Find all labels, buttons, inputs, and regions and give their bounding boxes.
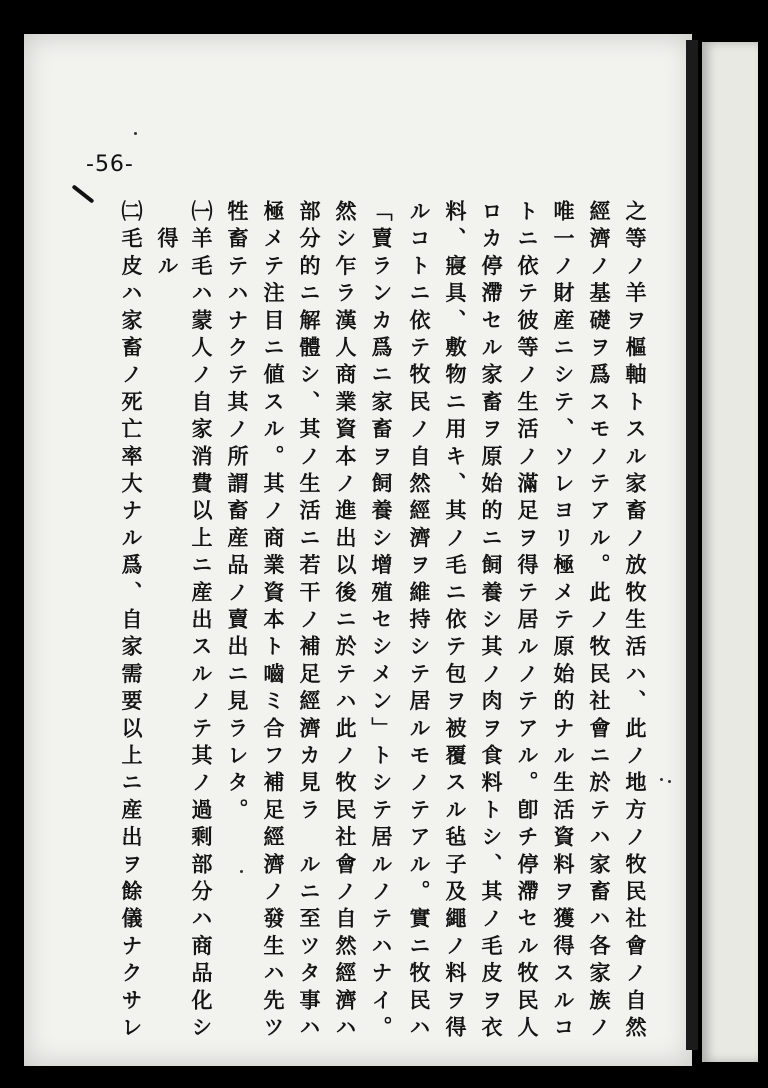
text-column: ルコトニ依テ牧民ノ自然經濟ヲ維持シテ居ルモノテアル。實ニ牧民ハ — [407, 200, 432, 1044]
text-column: 牲畜テハナクテ其ノ所謂畜産品ノ賣出ニ見ラレタ。 — [225, 200, 250, 826]
text-column: 極メテ注目ニ値スル。其ノ商業資本ト嚙ミ合フ補足經濟ノ發生ハ先ツ — [261, 200, 286, 1044]
text-column: ㈡毛皮ハ家畜ノ死亡率大ナル爲、自家需要以上ニ産出ヲ餘儀ナクサレ — [119, 200, 144, 1044]
page-number: -56- — [86, 152, 134, 177]
adjacent-page-edge — [702, 42, 758, 1062]
speck — [668, 780, 671, 783]
text-column: 之等ノ羊ヲ樞軸トスル家畜ノ放牧生活ハ、此ノ地方ノ牧民社會ノ自然 — [623, 200, 648, 1044]
text-column: 得ル — [155, 200, 180, 282]
text-column: ロカ停滯セル家畜ヲ原始的ニ飼養シ其ノ肉ヲ食料トシ、其ノ毛皮ヲ衣 — [479, 200, 504, 1044]
text-column: トニ依テ彼等ノ生活ノ滿足ヲ得テ居ルノテアル。卽チ停滯セル牧民人 — [515, 200, 540, 1044]
speck — [660, 778, 663, 781]
text-column: 唯一ノ財産ニシテ、ソレヨリ極メテ原始的ナル生活資料ヲ獲得スルコ — [551, 200, 576, 1044]
text-column: 「賣ランカ爲ニ家畜ヲ飼養シ增殖セシメン」トシテ居ルノテハナイ。 — [369, 200, 394, 1044]
text-column: ㈠羊毛ハ蒙人ノ自家消費以上ニ産出スルノテ其ノ過剩部分ハ商品化シ — [189, 200, 214, 1044]
text-column: 經濟ノ基礎ヲ爲スモノテアル。此ノ牧民社會ニ於テハ家畜ハ各家族ノ — [587, 200, 612, 1044]
text-column: 部分的ニ解體シ、其ノ生活ニ若干ノ補足經濟カ見ラ ルニ至ツタ事ハ — [297, 200, 322, 1044]
book-spine — [686, 40, 698, 1050]
text-column: 然シ乍ラ漢人商業資本ノ進出以後ニ於テハ此ノ牧民社會ノ自然經濟ハ — [333, 200, 358, 1044]
text-column: 料、寢具、敷物ニ用キ、其ノ毛ニ依テ包ヲ被覆スル毡子及繩ノ料ヲ得 — [443, 200, 468, 1044]
speck — [134, 132, 137, 135]
